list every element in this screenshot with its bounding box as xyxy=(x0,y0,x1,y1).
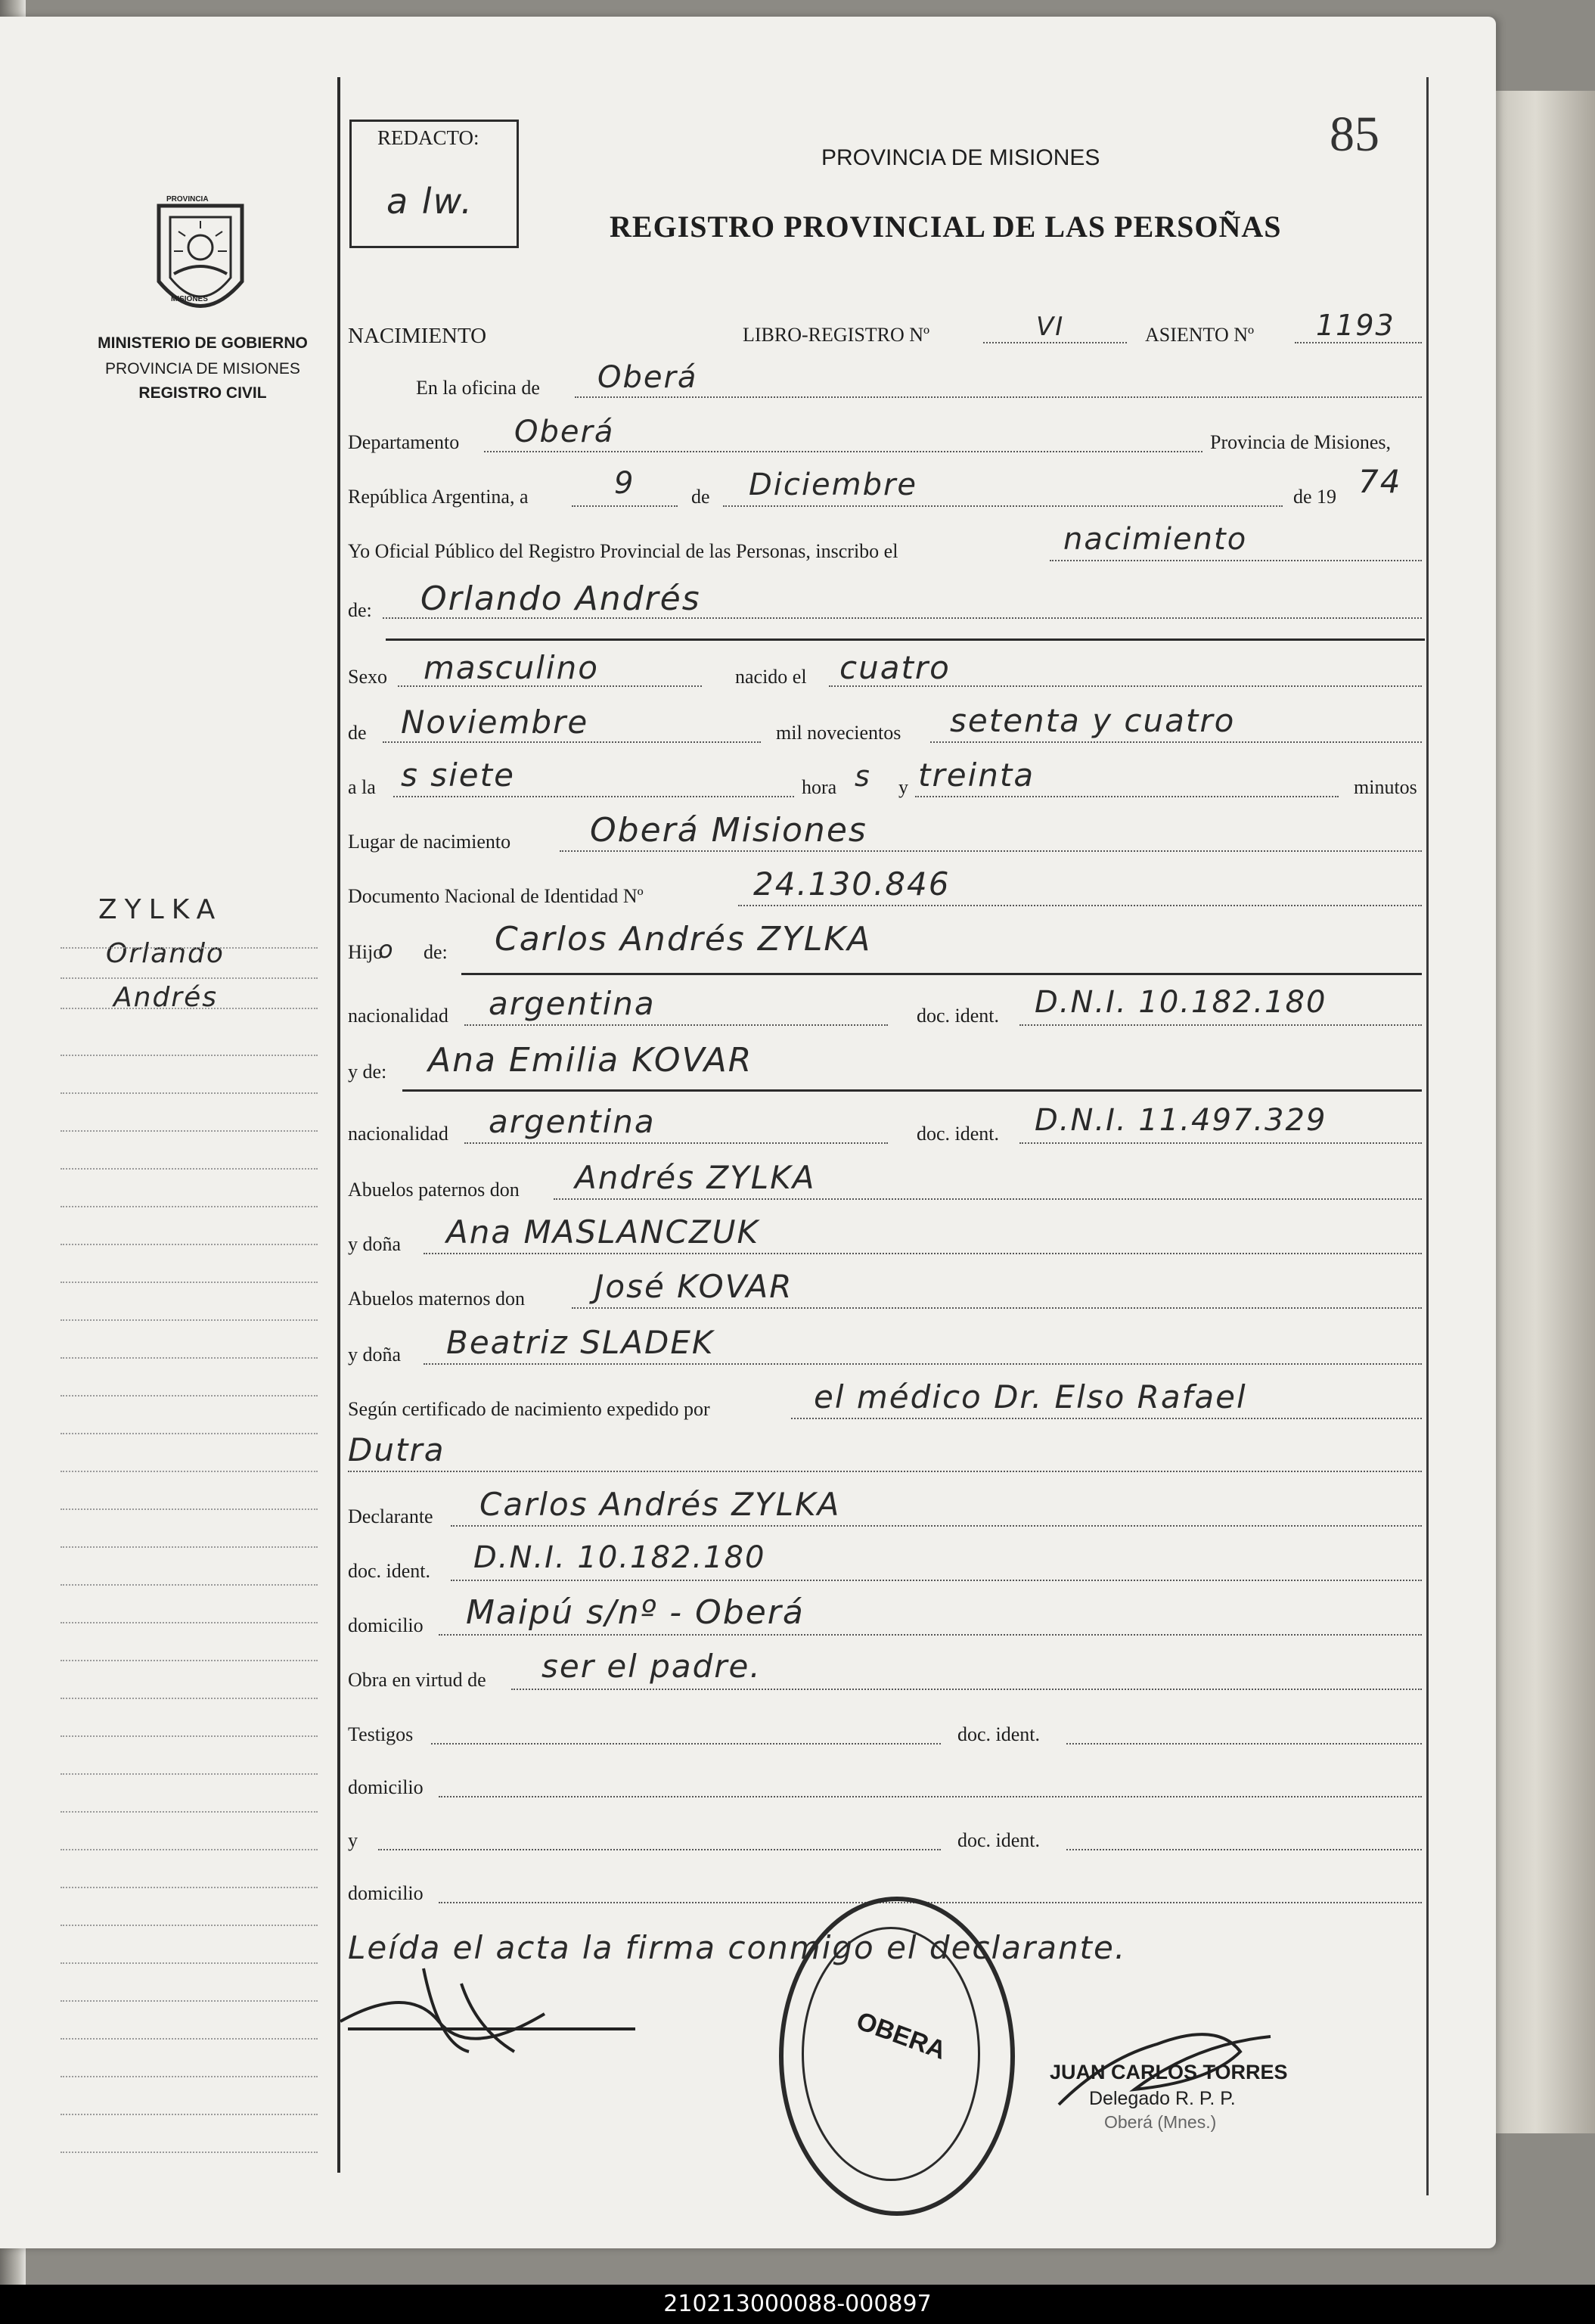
de-label: de xyxy=(691,486,710,508)
yde-label: y de: xyxy=(348,1061,387,1083)
y-label: y xyxy=(898,776,908,798)
margin-surname: ZYLKA xyxy=(98,894,223,925)
testigos-domicilio-label: domicilio xyxy=(348,1776,424,1798)
domicilio-value: Maipú s/nº - Oberá xyxy=(466,1593,805,1632)
ala-label: a la xyxy=(348,776,376,798)
departamento-label: Departamento xyxy=(348,431,460,453)
official-place: Oberá (Mnes.) xyxy=(1104,2112,1217,2132)
leida-text: Leída el acta la firma conmigo el declarante. xyxy=(348,1929,1127,1966)
hora-label: hora xyxy=(802,776,837,798)
redacto-box xyxy=(349,120,519,248)
de-name-label: de: xyxy=(348,599,372,621)
official-name: JUAN CARLOS TORRES xyxy=(1050,2061,1288,2083)
father-doc-label: doc. ident. xyxy=(917,1005,1000,1027)
seal-top-text: PROVINCIA xyxy=(166,195,209,204)
testigos-label: Testigos xyxy=(348,1723,414,1745)
testigo2-doc-label: doc. ident. xyxy=(957,1829,1041,1851)
right-border xyxy=(1426,77,1429,2195)
lugar-label: Lugar de nacimiento xyxy=(348,831,511,853)
mes-value: Diciembre xyxy=(749,468,918,502)
provincia-label: Provincia de Misiones, xyxy=(1210,431,1392,453)
dni-label: Documento Nacional de Identidad Nº xyxy=(348,885,644,907)
image-id-footer: 210213000088-000897 xyxy=(0,2285,1595,2324)
document-page xyxy=(0,17,1496,2248)
margin-second-name: Andrés xyxy=(113,982,218,1013)
mother-name: Ana Emilia KOVAR xyxy=(428,1041,753,1080)
nacido-label: nacido el xyxy=(735,666,807,688)
mother-doc: D.N.I. 11.497.329 xyxy=(1035,1103,1327,1138)
stamp-center: OBERA xyxy=(852,2006,950,2065)
father-nac-label: nacionalidad xyxy=(348,1005,448,1027)
mother-doc-label: doc. ident. xyxy=(917,1123,1000,1145)
segun-value-2: Dutra xyxy=(348,1431,445,1468)
child-name: Orlando Andrés xyxy=(420,579,701,618)
margin-first-name: Orlando xyxy=(106,938,225,969)
abuelos-pat-label: Abuelos paternos don xyxy=(348,1179,520,1201)
departamento-value: Oberá xyxy=(514,415,615,449)
obra-label: Obra en virtud de xyxy=(348,1669,486,1691)
oficina-label: En la oficina de xyxy=(416,377,540,399)
father-nationality: argentina xyxy=(489,985,656,1022)
testigos-doc-label: doc. ident. xyxy=(957,1723,1041,1745)
y-testigo-label: y xyxy=(348,1829,358,1851)
hora-s: s xyxy=(855,760,871,793)
anio-prefix: de 19 xyxy=(1293,486,1337,508)
nacido-anio: setenta y cuatro xyxy=(950,702,1236,739)
hijo-de-label: de: xyxy=(424,941,448,963)
seal-bottom-text: MISIONES xyxy=(171,295,208,303)
province-label: PROVINCIA DE MISIONES xyxy=(105,360,300,377)
declarante-value: Carlos Andrés ZYLKA xyxy=(479,1486,841,1523)
sexo-value: masculino xyxy=(424,649,599,686)
decl-doc-value: D.N.I. 10.182.180 xyxy=(473,1540,766,1575)
declarante-label: Declarante xyxy=(348,1505,433,1527)
mother-nac-label: nacionalidad xyxy=(348,1123,448,1145)
abuelos-mat-label: Abuelos maternos don xyxy=(348,1288,525,1310)
provincial-seal-icon xyxy=(144,191,257,334)
mother-rule xyxy=(402,1089,1422,1092)
name-rule xyxy=(386,638,1425,641)
header-province: PROVINCIA DE MISIONES xyxy=(821,145,1100,170)
decl-doc-label: doc. ident. xyxy=(348,1560,431,1582)
official-stamp-inner xyxy=(802,1927,980,2181)
redacto-label: REDACTO: xyxy=(377,126,479,149)
page-edge-strip xyxy=(1496,91,1595,2133)
nacido-dia: cuatro xyxy=(839,649,951,686)
page-number: 85 xyxy=(1330,107,1379,162)
abuela-pat: Ana MASLANCZUK xyxy=(446,1213,759,1251)
abuela-mat: Beatriz SLADEK xyxy=(446,1324,715,1361)
father-name: Carlos Andrés ZYLKA xyxy=(495,920,872,958)
declarant-signature xyxy=(318,1938,658,2074)
obra-value: ser el padre. xyxy=(541,1648,762,1685)
testigo2-domicilio-label: domicilio xyxy=(348,1882,424,1904)
oficial-label: Yo Oficial Público del Registro Provincial de las Personas, inscribo el xyxy=(348,540,898,562)
official-title: Delegado R. P. P. xyxy=(1089,2088,1236,2109)
redacto-value: a lw. xyxy=(386,181,473,222)
segun-value: el médico Dr. Elso Rafael xyxy=(814,1378,1247,1415)
father-doc: D.N.I. 10.182.180 xyxy=(1035,985,1327,1020)
anio-value: 74 xyxy=(1358,463,1402,500)
registry-label: REGISTRO CIVIL xyxy=(138,384,267,402)
mother-nationality: argentina xyxy=(489,1103,656,1140)
sexo-label: Sexo xyxy=(348,666,387,688)
libro-label: LIBRO-REGISTRO Nº xyxy=(743,324,930,346)
nacido-mes: Noviembre xyxy=(401,704,589,741)
hora-value: s siete xyxy=(401,757,515,794)
hijo-label: Hijo xyxy=(348,941,383,963)
ministry-label: MINISTERIO DE GOBIERNO xyxy=(98,334,308,352)
segun-label: Según certificado de nacimiento expedido por xyxy=(348,1398,710,1420)
mil-label: mil novecientos xyxy=(776,722,901,744)
libro-value: VI xyxy=(1036,312,1065,342)
father-rule xyxy=(461,973,1422,975)
abuelo-pat: Andrés ZYLKA xyxy=(575,1159,816,1196)
margin-divider xyxy=(337,77,340,2173)
header-title: REGISTRO PROVINCIAL DE LAS PERSOÑAS xyxy=(610,210,1282,244)
abuelo-mat: José KOVAR xyxy=(594,1268,793,1305)
dia-value: 9 xyxy=(614,466,635,501)
ydona-pat-label: y doña xyxy=(348,1233,402,1255)
oficial-value: nacimiento xyxy=(1063,522,1248,557)
lugar-value: Oberá Misiones xyxy=(590,811,867,850)
domicilio-label: domicilio xyxy=(348,1614,424,1636)
hijo-o: o xyxy=(378,935,395,964)
dni-value: 24.130.846 xyxy=(753,865,951,903)
nacimiento-label: NACIMIENTO xyxy=(348,324,487,348)
republica-label: República Argentina, a xyxy=(348,486,529,508)
minutos-value: treinta xyxy=(918,757,1035,794)
ydona-mat-label: y doña xyxy=(348,1344,402,1366)
asiento-value: 1193 xyxy=(1316,309,1395,342)
asiento-label: ASIENTO Nº xyxy=(1145,324,1255,346)
minutos-label: minutos xyxy=(1354,776,1417,798)
de-mes-label: de xyxy=(348,722,367,744)
oficina-value: Oberá xyxy=(597,360,698,395)
